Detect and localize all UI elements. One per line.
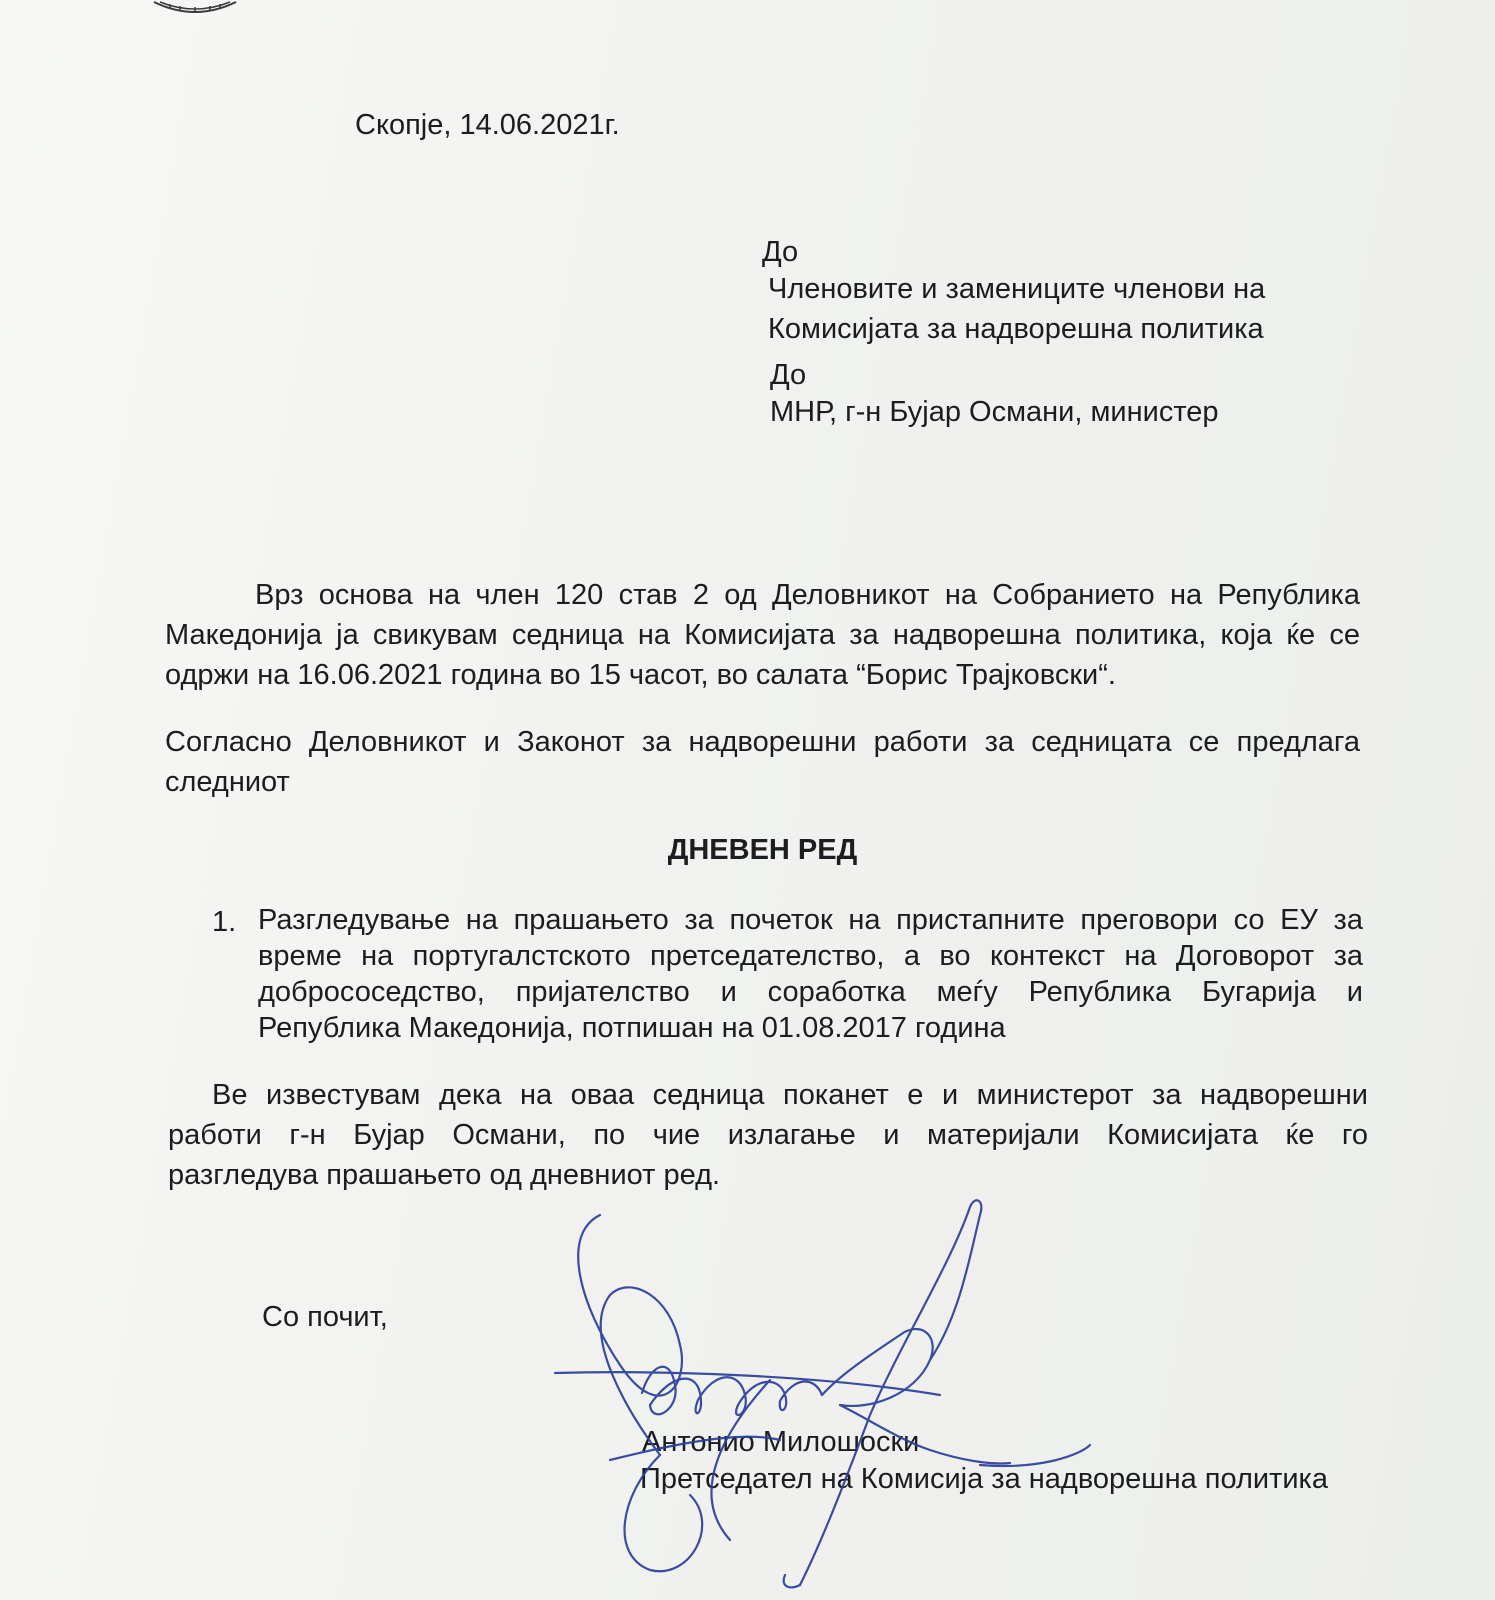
agenda-item-text xyxy=(258,902,1363,1046)
recipient-line: МНР, г-н Бујар Османи, министер xyxy=(770,396,1219,428)
handwritten-signature xyxy=(540,1195,1100,1595)
paragraph-line: одржи на 16.06.2021 година во 15 часот, во салата “Борис Трајковски“. xyxy=(165,659,1116,691)
place-date: Скопје, 14.06.2021г. xyxy=(355,109,620,141)
agenda-line: добрососедство, пријателство и соработка меѓу Република Бугарија и xyxy=(258,976,1363,1008)
closing-salutation: Со почит, xyxy=(262,1301,388,1333)
paragraph-line: Согласно Деловникот и Законот за надворешни работи за седницата се предлага xyxy=(165,726,1360,758)
agenda-item-number: 1. xyxy=(212,906,237,938)
paragraph-line: следниот xyxy=(165,766,290,798)
paragraph-line: Врз основа на член 120 став 2 од Деловникот на Собранието на Република xyxy=(255,579,1360,611)
paragraph-line: работи г-н Бујар Османи, по чие излагање и материјали Комисијата ќе го xyxy=(168,1119,1368,1151)
paragraph-line: Ве известувам дека на оваа седница поканет е и министерот за надворешни xyxy=(212,1079,1368,1111)
signatory-name: Антонио Милошоски xyxy=(642,1426,920,1458)
recipient-to-label: До xyxy=(770,359,807,391)
agenda-line: Република Македонија, потпишан на 01.08.2017 година xyxy=(258,1012,1006,1044)
agenda-line: Разгледување на прашањето за почеток на пристапните преговори со ЕУ за xyxy=(258,904,1363,936)
proposal-paragraph xyxy=(165,722,1360,802)
signatory-title: Претседател на Комисија за надворешна политика xyxy=(640,1463,1329,1495)
recipient-line: Комисијата за надворешна политика xyxy=(768,313,1264,345)
notice-paragraph xyxy=(168,1075,1368,1195)
agenda-heading: ДНЕВЕН РЕД xyxy=(667,834,858,866)
recipient-line: Членовите и замениците членови на xyxy=(768,273,1266,305)
paragraph-line: Македонија ја свикувам седница на Комисијата за надворешна политика, која ќе се xyxy=(165,619,1360,651)
intro-paragraph xyxy=(165,575,1360,695)
coat-of-arms-emblem xyxy=(150,0,240,16)
agenda-line: време на португалстското претседателство, а во контекст на Договорот за xyxy=(258,940,1363,972)
paragraph-line: разгледува прашањето од дневниот ред. xyxy=(168,1159,721,1191)
recipient-to-label: До xyxy=(762,236,799,268)
